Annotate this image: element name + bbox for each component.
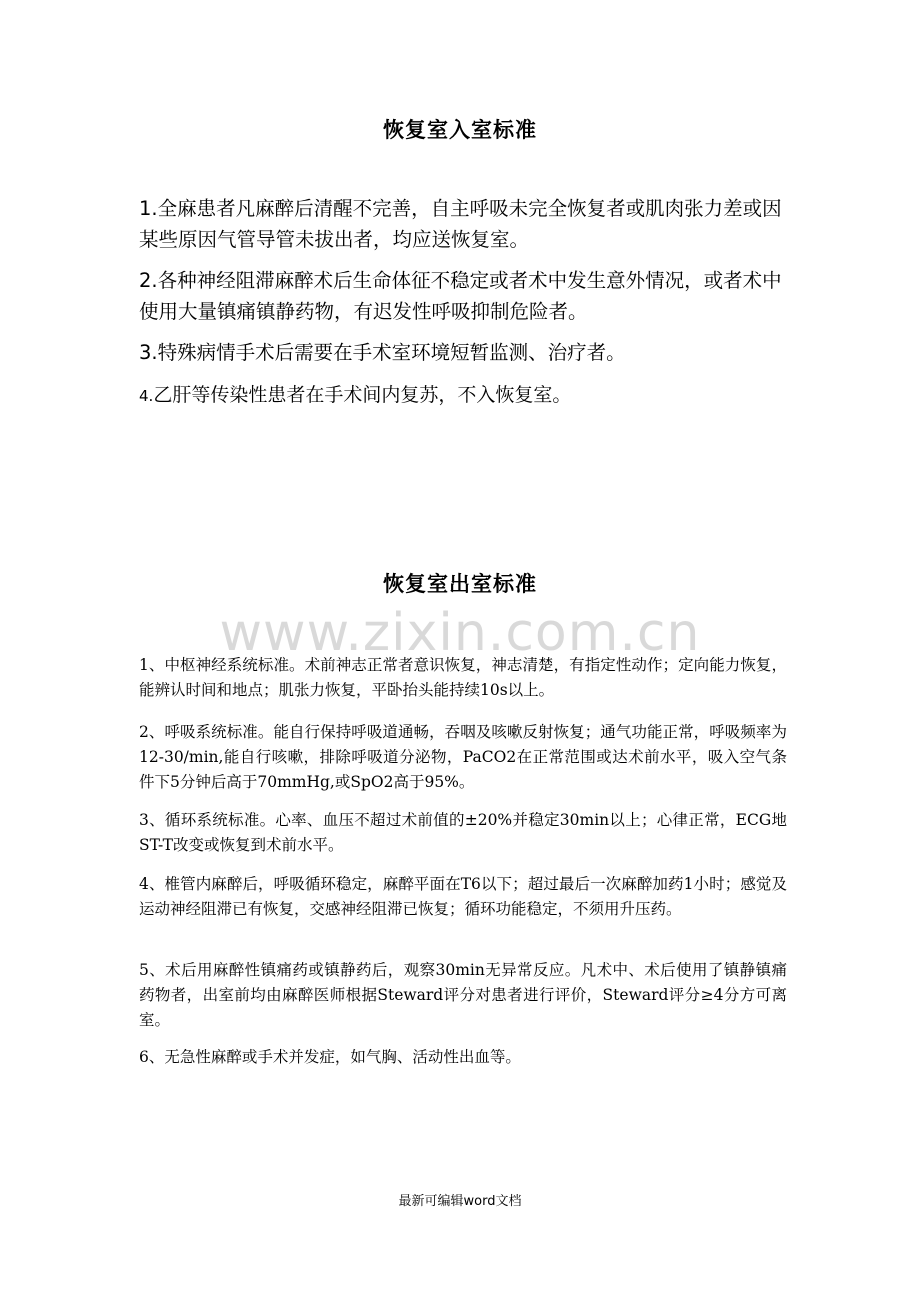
exit-item [139, 653, 787, 703]
exit-item [139, 808, 787, 858]
page-footer: 最新可编辑word文档 [398, 1194, 522, 1209]
entry-item-text: 各种神经阻滞麻醉术后生命体征不稳定或者术中发生意外情况，或者术中使用大量镇痛镇静药物，有迟发性呼吸抑制危险者。 [139, 269, 782, 323]
exit-item-text: 2、呼吸系统标准。能自行保持呼吸道通畅，吞咽及咳嗽反射恢复；通气功能正常，呼吸频率为12-30/min,能自行咳嗽，排除呼吸道分泌物，PaCO2在正常范围或达术前水平，吸入空气条件下5分钟后高于70mmHg,或SpO2高于95%。 [139, 723, 787, 791]
exit-item [139, 958, 787, 1033]
entry-item-number: 1. [139, 197, 158, 220]
exit-item-text: 1、中枢神经系统标准。术前神志正常者意识恢复，神志清楚，有指定性动作；定向能力恢复，能辨认时间和地点；肌张力恢复，平卧抬头能持续10s以上。 [139, 656, 787, 699]
entry-item [139, 265, 789, 327]
exit-item-text: 6、无急性麻醉或手术并发症，如气胸、活动性出血等。 [139, 1048, 521, 1066]
entry-item-text: 乙肝等传染性患者在手术间内复苏，不入恢复室。 [153, 384, 572, 406]
exit-item-text: 3、循环系统标准。心率、血压不超过术前值的±20%并稳定30min以上；心律正常，ECG地ST-T改变或恢复到术前水平。 [139, 811, 787, 854]
entry-item [139, 337, 789, 368]
exit-item [139, 720, 787, 795]
entry-item-text: 全麻患者凡麻醉后清醒不完善，自主呼吸未完全恢复者或肌肉张力差或因某些原因气管导管未拔出者，均应送恢复室。 [139, 197, 782, 251]
entry-item-number: 2. [139, 269, 158, 292]
entry-item-number: 4. [139, 387, 154, 405]
entry-item [139, 380, 789, 412]
entry-item-number: 3. [139, 341, 158, 364]
exit-item-text: 4、椎管内麻醉后，呼吸循环稳定，麻醉平面在T6以下；超过最后一次麻醉加药1小时；感觉及运动神经阻滞已有恢复，交感神经阻滞已恢复；循环功能稳定，不须用升压药。 [139, 875, 787, 918]
exit-item [139, 872, 787, 922]
entry-item-text: 特殊病情手术后需要在手术室环境短暂监测、治疗者。 [157, 341, 626, 364]
entry-standards-title: 恢复室入室标准 [383, 118, 537, 142]
entry-item [139, 193, 789, 255]
exit-item [139, 1045, 787, 1070]
exit-item-text: 5、术后用麻醉性镇痛药或镇静药后，观察30min无异常反应。凡术中、术后使用了镇静镇痛药物者，出室前均由麻醉医师根据Steward评分对患者进行评价，Steward评分≥4分方可离室。 [139, 961, 787, 1029]
watermark: www.zixin.com.cn [219, 603, 701, 663]
exit-standards-title: 恢复室出室标准 [383, 572, 537, 596]
